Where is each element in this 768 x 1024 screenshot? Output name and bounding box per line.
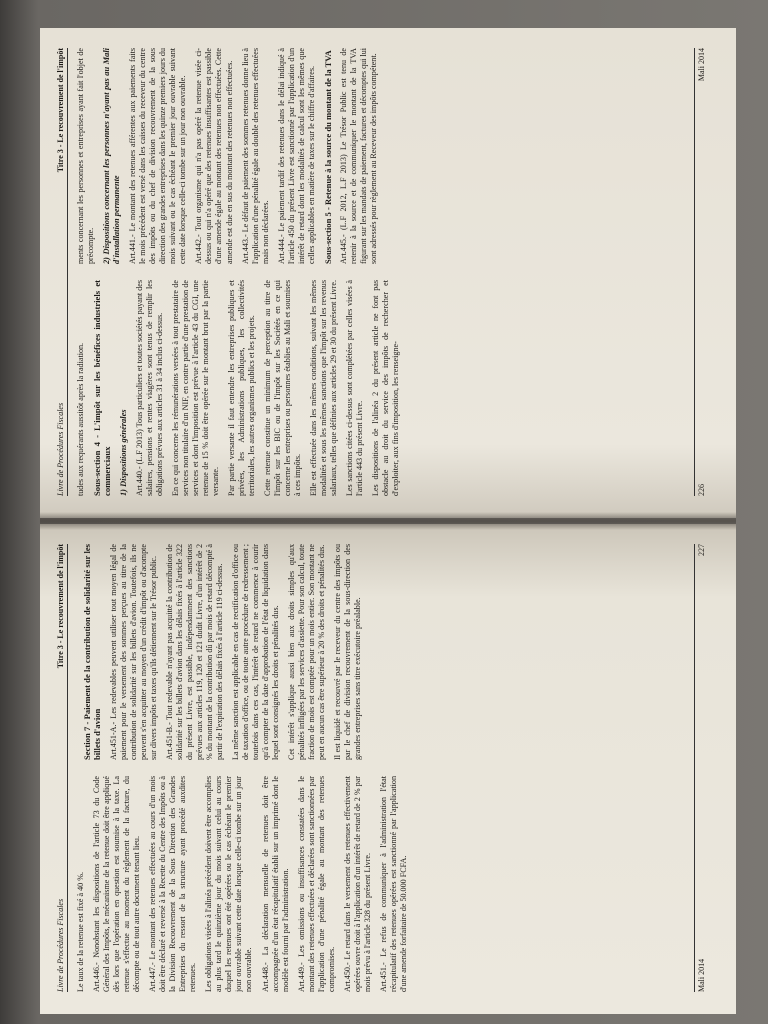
paragraph: Art.444.- Le paiement tardif des retenues dans le délai indiqué à l'article 450 du présent Livre est sanctionné par l'application d'un intérêt de retard dont les modalités de calcul sont les mêmes que celles applicables en matière de taxes sur le chiffre d'affaires. xyxy=(276,48,316,264)
paragraph: Art.447.- Le montant des retenues effectuées au cours d'un mois doit être déclaré et reversé à la Recette du Centre des Impôts ou à la Division Recouvrement de la Sous Direction des Grandes Entreprises du ressort de la structure ayant procédé auxdites retenues. xyxy=(148,776,198,992)
paragraph: Cette retenue constitue un minimum de perception au titre de l'impôt sur les BIC ou de l'impôt sur les Sociétés en ce qui concerne les entreprises ou personnes établies au Mali et soumises à ces impôts. xyxy=(263,280,303,496)
text-column-2 xyxy=(76,48,688,264)
header-chapter-title: Titre 3 - Le recouvrement de l'impôt xyxy=(56,48,65,173)
page-number: 227 xyxy=(697,544,706,556)
paragraph: Art.443.- Le défaut de paiement des sommes retenues donne lieu à l'application d'une pénalité égale au double des retenues effectuées mais non déclarées. xyxy=(240,48,270,264)
paragraph: Art.448.- La déclaration mensuelle de retenues doit être accompagnée d'un état récapitulatif établi sur un imprimé dont le modèle est fourni par l'administration. xyxy=(260,776,290,992)
paragraph: Le taux de la retenue est fixé à 40 %. xyxy=(76,871,85,992)
section-heading: Section 7 - Paiement de la contribution de solidarité sur les billets d'avion xyxy=(82,544,103,760)
header-chapter-title: Titre 3 - Le recouvrement de l'impôt xyxy=(56,544,65,669)
page-header xyxy=(56,544,68,992)
paragraph: La même sanction est applicable en cas de rectification d'office ou de taxation d'office, ou de toute autre procédure de redressement ; toutefois dans ces cas, l'intérêt de retard ne commence à courir qu'à compter de la date d'approbation de l'état de liquidation dans lequel sont consignés les droits et pénalités dus. xyxy=(230,544,281,760)
paragraph: Par partie versante il faut entendre les entreprises publiques et privées, les Administrations publiques, les collectivités territoriales, les autres organismes publics et les projets. xyxy=(226,280,257,496)
page-number: 226 xyxy=(697,484,706,496)
paragraph: tudes aux requérants aussitôt après la radiation. xyxy=(76,342,85,496)
paragraph: Art.451-A.- Les redevables peuvent utiliser tout moyen légal de paiement pour le versement des sommes perçues au titre de la contribution de solidarité sur les billets d'avion. Toutefois, ils ne peuvent s'en acquitter au moyen d'un crédit d'impôt ou d'acompte sur divers impôts et taxes qu'ils détiennent sur le Trésor public. xyxy=(108,544,158,760)
text-column-1 xyxy=(76,280,688,496)
paragraph: ments concernant les personnes et entreprises ayant fait l'objet de précompte. xyxy=(76,48,96,264)
text-column-2 xyxy=(76,544,688,760)
paragraph: Elle est effectuée dans les mêmes conditions, suivant les mêmes modalités et sous les mêmes sanctions que l'impôt sur les revenus salariaux, telles que définies aux articles 29 et 30 du présent Livre. xyxy=(309,280,339,496)
paragraph: Art.442.- Tout organisme qui n'a pas opéré la retenue visée ci-dessus ou qui n'a opéré que des retenues insuffisantes est passible d'une amende égale au montant des retenues non effectuées. Cette amende est due en sus du montant des retenues non effectuées. xyxy=(194,48,234,264)
paragraph: Les obligations visées à l'alinéa précédent doivent être accomplies au plus tard le quinzième jour du mois suivant celui au cours duquel les retenues ont été opérées ou le cas échéant le premier jour ouvrable suivant cette date lorsque celle-ci tombe sur un jour non ouvrable. xyxy=(204,776,254,992)
section-heading: Sous-section 4 - L'impôt sur les bénéfices industriels et commerciaux xyxy=(92,280,113,496)
text-column-1 xyxy=(76,776,688,992)
header-book-title: Livre de Procédures Fiscales xyxy=(56,402,65,496)
book-gutter xyxy=(40,512,736,530)
paragraph: Art.445.- (L.F 2012, L.F 2013) Le Trésor Public est tenu de retenir à la source et de communiquer le montant de la TVA figurant sur les mandats de paiement, factures et décomptes qui lui sont adressés pour règlement au Receveur des impôts compétent. xyxy=(339,48,379,264)
footer-edition: Mali 2014 xyxy=(697,958,706,992)
header-book-title: Livre de Procédures Fiscales xyxy=(56,898,65,992)
paragraph: Art.451.- Le refus de communiquer à l'administration l'état récapitulatif des retenues opérées est sanctionné par l'application d'une amende forfaitaire de 50.000 FCFA. xyxy=(378,776,408,992)
paragraph: Art.449.- Les omissions ou insuffisances constatées dans le montant des retenues effectuées et déclarées sont sanctionnées par l'application d'une pénalité égale au montant des retenues compromises. xyxy=(296,776,336,992)
page-footer xyxy=(694,544,706,992)
paragraph: Art.441.- Le montant des retenues afférentes aux paiements faits le mois précédent est versé dans les caisses du receveur du centre des impôts ou du chef de division recouvrement de la sous direction des grandes entreprises dans les quinze premiers jours du mois suivant ou le cas échéant le premier jour ouvrable suivant cette date lorsque celle-ci tombe sur un jour non ouvrable. xyxy=(128,48,188,264)
paragraph: Art.450.- Le retard dans le versement des retenues effectivement opérées ouvre droit à l'application d'un intérêt de retard de 2 % par mois prévu à l'article 328 du présent Livre. xyxy=(342,776,372,992)
paragraph: Les dispositions de l'alinéa 2 du présent article ne font pas obstacle au droit du service des impôts de rechercher et d'exploiter, aux fins d'imposition, les renseigne- xyxy=(371,280,401,496)
open-book xyxy=(40,28,736,1018)
page-227 xyxy=(40,524,736,1014)
paragraph: En ce qui concerne les rémunérations versées à tout prestataire de services non titulaire d'un NIF, en contre partie d'une prestation de services et dont l'imposition est prévue à l'article 43 du CGI, une retenue de 15 % doit être opérée sur le montant brut par la partie versante. xyxy=(170,280,220,496)
footer-edition: Mali 2014 xyxy=(697,48,706,82)
page-header xyxy=(56,48,68,496)
page-226 xyxy=(40,28,736,518)
paragraph: Il est liquidé et recouvré par le receveur du centre des impôts ou par le chef de division recouvrement de la sous-direction des grandes entreprises sans titre exécutoire préalable. xyxy=(333,544,363,760)
section-heading: 2) Dispositions concernant les personnes n'ayant pas au Mali d'installation permanente xyxy=(102,48,122,264)
paragraph: Art.451-B.- Tout redevable n'ayant pas acquitté la contribution de solidarité sur les billets d'avion dans les délais fixés à l'article 322 du présent Livre, est passible, indépendamment des sanctions prévues aux articles 119, 120 et 121 dudit Livre, d'un intérêt de 2 % du montant de la contribution dû par mois de retard décompté à partir de l'expiration des délais fixés à l'article 119 ci-dessus. xyxy=(164,544,224,760)
page-footer xyxy=(694,48,706,496)
paragraph: Les sanctions citées ci-dessus sont complétées par celles visées à l'article 443 du présent Livre. xyxy=(345,280,365,496)
paragraph: Art.446.- Nonobstant les dispositions de l'article 73 du Code Général des Impôts, le mécanisme de la retenue doit être appliqué dès lors que l'opération en question est soumise à la taxe. La retenue s'effectue au moment du règlement de la facture, du décompte ou de tout autre document tenant lieu. xyxy=(92,776,142,992)
paragraph: Cet intérêt s'applique aussi bien aux droits simples qu'aux pénalités infligées par les services d'assiette. Pour son calcul, toute fraction de mois est comptée pour un mois entier. Son montant ne peut en aucun cas être supérieur à 20 % des droits et pénalités dus. xyxy=(287,544,327,760)
section-heading: Sous-section 5 - Retenue à la source du montant de la TVA xyxy=(322,50,333,264)
section-heading: 1) Dispositions générales xyxy=(118,409,128,496)
paragraph: Art.440.- (L.F 2013) Tous particuliers et toutes sociétés payant des salaires, pensions et rentes viagères sont tenus de remplir les obligations prévues aux articles 31 à 34 inclus ci-dessus. xyxy=(134,280,164,496)
